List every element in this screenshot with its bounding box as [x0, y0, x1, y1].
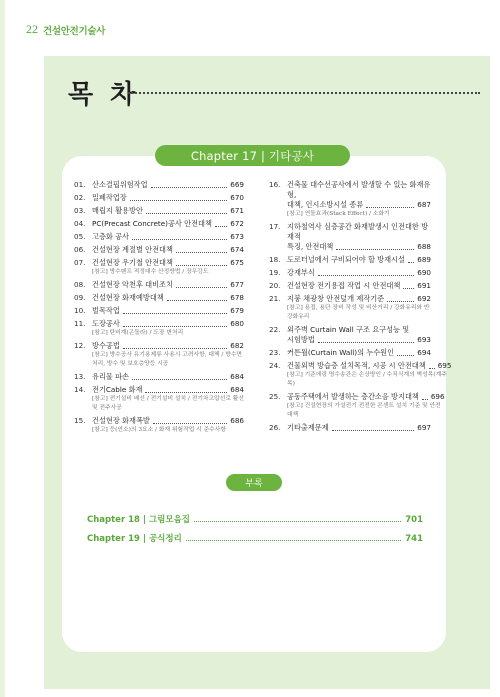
- toc-entry-number: 22.: [269, 325, 281, 334]
- leader-dots: [332, 430, 415, 431]
- toc-entry-title: 커튼월(Curtain Wall)의 누수원인: [287, 348, 395, 357]
- toc-entry-title-line: [287, 423, 431, 433]
- leader-dots: [176, 265, 227, 266]
- toc-entry[interactable]: [74, 416, 244, 435]
- toc-entry-title-line: [287, 392, 445, 402]
- toc-entry-page: 690: [417, 268, 431, 277]
- toc-entry[interactable]: [74, 193, 244, 203]
- toc-entry-page: 694: [417, 348, 431, 357]
- toc-entry-reference-note: [참고] 방수펜프 적정대수 산정방법 / 장우강도: [92, 269, 209, 275]
- appendix-entry-label: Chapter 18 | 그림모음집: [87, 515, 190, 525]
- toc-entry-title-line: [92, 180, 244, 190]
- toc-entry-title: 밀폐작업장: [92, 193, 127, 202]
- toc-entry-body: [287, 348, 431, 358]
- page-number: 22: [26, 22, 38, 36]
- leader-dots: [318, 342, 415, 343]
- toc-entry[interactable]: [269, 361, 452, 389]
- toc-entry-page: 695: [437, 361, 452, 370]
- toc-entry-title: 지붕 채광창 안전덮개 제작기준: [287, 294, 385, 303]
- toc-entry-number: 12.: [74, 341, 86, 350]
- toc-entry-title-line2: 특징, 안전대책: [287, 242, 334, 251]
- toc-entry-title: 방수공법: [92, 341, 120, 350]
- toc-left-column: [74, 180, 244, 438]
- appendix-entry-page: 741: [405, 534, 423, 544]
- toc-entry[interactable]: [74, 258, 244, 277]
- toc-entry-spacer: [269, 433, 431, 436]
- toc-entry-reference-note: [참고] 방수공사 유기용제류 사용시 고려사항, 대책 / 방수면처리, 방수 및 보호층양등 시공: [92, 352, 243, 367]
- toc-entry-number: 17.: [269, 222, 281, 231]
- chapter-17-heading: Chapter 17 | 기타공사: [155, 145, 350, 166]
- toc-entry-page: 692: [417, 294, 431, 303]
- toc-entry-title: 건설현장 계절별 안전대책: [92, 245, 173, 254]
- toc-entry-number: 04.: [74, 219, 86, 228]
- toc-entry[interactable]: [269, 222, 431, 252]
- toc-entry-body: [92, 232, 244, 242]
- toc-entry-title: 기타출제문제: [287, 423, 329, 432]
- toc-entry-title: 산소결핍위험작업: [92, 180, 148, 189]
- leader-dots: [215, 226, 227, 227]
- toc-entry-page: 686: [230, 416, 244, 425]
- toc-entry[interactable]: [74, 319, 244, 338]
- leader-dots: [186, 540, 401, 541]
- toc-entry-body: [287, 268, 431, 278]
- toc-entry-page: 671: [230, 206, 244, 215]
- toc-entry-title: 외주벽 Curtain Wall 구조 요구성능 및: [287, 325, 410, 334]
- toc-entry-number: 01.: [74, 180, 86, 189]
- toc-entry-number: 10.: [74, 306, 86, 315]
- toc-entry[interactable]: [74, 306, 244, 316]
- toc-entry-title-line: [92, 219, 244, 229]
- toc-right-column: [269, 180, 452, 436]
- toc-entry-title: 건설현장 악천후 대비조치: [92, 280, 173, 289]
- leader-dots: [123, 313, 228, 314]
- toc-entry-reference-note: [참고] 용접, 용단 장비 작성 및 비산거리 / 강화유리와 반강화유리: [287, 305, 430, 320]
- toc-entry-body: [287, 325, 431, 345]
- toc-entry-body: [92, 293, 244, 303]
- toc-entry-body: [287, 222, 431, 252]
- toc-entry-page: 675: [230, 258, 244, 267]
- toc-entry-number: 08.: [74, 280, 86, 289]
- toc-entry[interactable]: [74, 385, 244, 413]
- toc-entry-body: [92, 219, 244, 229]
- toc-entry-title-line: [92, 293, 244, 303]
- toc-entry-title-line: [92, 245, 244, 255]
- toc-entry-page: 697: [417, 423, 431, 432]
- toc-entry-body: [92, 180, 244, 190]
- toc-entry[interactable]: [269, 325, 431, 345]
- leader-dots: [336, 249, 414, 250]
- toc-entry-page: 684: [230, 385, 244, 394]
- title-dotted-rule: [128, 92, 480, 94]
- toc-entry-number: 24.: [269, 361, 281, 370]
- toc-entry-body: [92, 258, 244, 277]
- toc-entry-number: 06.: [74, 245, 86, 254]
- toc-entry-body: [92, 416, 244, 435]
- appendix-heading: 부록: [226, 474, 282, 491]
- toc-entry-body: [92, 306, 244, 316]
- toc-entry-body: [287, 255, 431, 265]
- toc-entry-number: 19.: [269, 268, 281, 277]
- toc-entry[interactable]: [269, 180, 431, 219]
- toc-entry-number: 25.: [269, 392, 281, 401]
- toc-entry[interactable]: [269, 281, 431, 291]
- toc-entry-title: 건설현장 화재폭발: [92, 416, 150, 425]
- toc-entry-page: 688: [417, 242, 431, 251]
- toc-entry-title-line: [287, 335, 431, 345]
- toc-entry-title: 벌목작업: [92, 306, 120, 315]
- toc-entry-title: 지하철역사 심층공간 화재발생시 인전대한 방재적: [287, 222, 429, 241]
- leader-dots: [167, 300, 228, 301]
- leader-dots: [145, 392, 227, 393]
- toc-entry-title: 전기Cable 화재: [92, 385, 143, 394]
- leader-dots: [153, 423, 227, 424]
- toc-entry-body: [92, 245, 244, 255]
- toc-entry-title-line: [92, 258, 244, 268]
- toc-entry-title-line: [287, 281, 431, 291]
- leader-dots: [403, 288, 414, 289]
- toc-entry-title: 건설현장 전기용접 작업 시 안전대책: [287, 281, 401, 290]
- toc-entry-number: 11.: [74, 319, 86, 328]
- toc-entry-title-line: [92, 280, 244, 290]
- toc-entry-body: [92, 385, 244, 413]
- toc-entry-page: 677: [230, 280, 244, 289]
- toc-entry-page: 672: [230, 219, 244, 228]
- toc-entry[interactable]: [269, 294, 431, 322]
- toc-entry-title-line: [92, 372, 244, 382]
- toc-entry-title-line: [287, 268, 431, 278]
- toc-entry-title: 건축물 대수선공사에서 발생할 수 있는 화재유형,: [287, 180, 431, 199]
- toc-entry-spacer: [74, 435, 244, 438]
- toc-entry-number: 18.: [269, 255, 281, 264]
- leader-dots: [130, 200, 228, 201]
- toc-entry-title-line: [287, 294, 431, 304]
- toc-entry-title-line: [92, 385, 244, 395]
- toc-entry-title-line: [92, 232, 244, 242]
- toc-entry-number: 16.: [269, 180, 281, 189]
- toc-entry[interactable]: [74, 206, 244, 216]
- leader-dots: [123, 348, 228, 349]
- toc-entry-title-line: [287, 348, 431, 358]
- leader-dots: [397, 355, 414, 356]
- toc-entry[interactable]: [74, 372, 244, 382]
- toc-entry-number: 07.: [74, 258, 86, 267]
- toc-entry-page: 679: [230, 306, 244, 315]
- toc-entry-number: 15.: [74, 416, 86, 425]
- leader-dots: [318, 275, 415, 276]
- toc-entry-title-line: [287, 242, 431, 252]
- toc-entry-page: 689: [417, 255, 431, 264]
- toc-entry-title-line2: 대책, 인시소방시설 종류: [287, 200, 364, 209]
- toc-entry-number: 13.: [74, 372, 86, 381]
- toc-entry-reference-note: [참고] 전기설비 배선 / 전기설비 설치 / 전기차고압선로 활선 및 전주사공: [92, 396, 244, 411]
- toc-entry-number: 26.: [269, 423, 281, 432]
- toc-entry-page: 678: [230, 293, 244, 302]
- toc-entry[interactable]: [74, 180, 244, 190]
- leader-dots: [146, 213, 227, 214]
- leader-dots: [366, 207, 414, 208]
- leader-dots: [194, 521, 401, 522]
- toc-entry-title-line: [92, 306, 244, 316]
- toc-entry-body: [287, 361, 451, 389]
- toc-entry-page: 680: [230, 319, 244, 328]
- toc-entry[interactable]: [74, 245, 244, 255]
- toc-entry-reference-note: [참고] 탄비계(곤돌라) / 도장 변처리: [92, 330, 184, 336]
- toc-entry[interactable]: [269, 423, 431, 433]
- toc-entry-title-line: [92, 416, 244, 426]
- toc-entry[interactable]: [74, 341, 244, 369]
- toc-entry-body: [92, 372, 244, 382]
- toc-entry-reference-note: [참고] 연돌효과(Stack Effect) / 소화기: [287, 211, 390, 217]
- toc-entry-number: 14.: [74, 385, 86, 394]
- toc-entry[interactable]: [269, 392, 445, 420]
- toc-entry-reference-note: [참고] 기준에링 명수송관은 손상방인 / 수직식계의 벽성목(계주목): [287, 372, 447, 387]
- toc-entry-title-line: [92, 319, 244, 329]
- appendix-entry-chapter-19[interactable]: [87, 532, 423, 544]
- toc-entry-title-line2: 시험방법: [287, 335, 315, 344]
- toc-entry-title: 유리물 파손: [92, 372, 130, 381]
- toc-entry-reference-note: [참고] 등(연소)의 3요소 / 화재 위험작업 시 준수사항: [92, 427, 226, 433]
- toc-entry[interactable]: [269, 255, 431, 265]
- toc-entry-title: 건설현장 화재예방대책: [92, 293, 164, 302]
- appendix-entry-label: Chapter 19 | 공식정리: [87, 534, 182, 544]
- toc-entry-body: [287, 294, 431, 322]
- running-header: [26, 22, 105, 37]
- toc-entry-title: 건설현장 우기철 안전대책: [92, 258, 173, 267]
- toc-entry-reference-note: [참고] 건설현장의 가설전기 전전한 콘센트 설치 기준 및 안전대책: [287, 403, 441, 418]
- toc-entry-body: [92, 319, 244, 338]
- toc-entry-title: 건물외벽 방습층 설치목적, 시공 시 안전대책: [287, 361, 426, 370]
- toc-entry-page: 669: [230, 180, 244, 189]
- toc-entry-page: 673: [230, 232, 244, 241]
- toc-title: 목 차: [68, 80, 140, 110]
- toc-entry-page: 691: [417, 281, 431, 290]
- toc-entry-body: [92, 280, 244, 290]
- leader-dots: [176, 287, 227, 288]
- toc-entry-number: 23.: [269, 348, 281, 357]
- toc-entry[interactable]: [74, 280, 244, 290]
- toc-entry-body: [287, 392, 445, 420]
- toc-entry-page: 693: [417, 335, 431, 344]
- leader-dots: [387, 301, 414, 302]
- leader-dots: [123, 326, 228, 327]
- leader-dots: [408, 262, 414, 263]
- toc-entry[interactable]: [74, 232, 244, 242]
- leader-dots: [422, 399, 428, 400]
- toc-entry-body: [92, 341, 244, 369]
- leader-dots: [151, 187, 228, 188]
- toc-entry-title: 공동주택에서 발생하는 층간소음 방지대책: [287, 392, 419, 401]
- toc-entry-title-line: [287, 255, 431, 265]
- toc-entry-body: [287, 180, 431, 219]
- leader-dots: [429, 368, 435, 369]
- toc-entry-body: [287, 423, 431, 433]
- toc-entry[interactable]: [74, 293, 244, 303]
- toc-entry-number: 02.: [74, 193, 86, 202]
- toc-entry[interactable]: [269, 268, 431, 278]
- toc-entry-title-line: [92, 206, 244, 216]
- toc-entry-title: 매립지 활용방안: [92, 206, 143, 215]
- toc-entry-body: [287, 281, 431, 291]
- toc-entry-page: 684: [230, 372, 244, 381]
- toc-entry-number: 03.: [74, 206, 86, 215]
- toc-entry-title: 도로터널에서 구비되어야 할 방재시설: [287, 255, 405, 264]
- toc-entry-number: 21.: [269, 294, 281, 303]
- toc-entry-number: 05.: [74, 232, 86, 241]
- toc-entry-number: 20.: [269, 281, 281, 290]
- toc-entry-page: 670: [230, 193, 244, 202]
- toc-entry-title: 고층화 공사: [92, 232, 130, 241]
- toc-entry-title-line: [287, 200, 431, 210]
- appendix-entry-chapter-18[interactable]: [87, 513, 423, 525]
- leader-dots: [176, 252, 227, 253]
- left-margin-bar: [0, 0, 5, 697]
- book-title: 건설안전기술사: [43, 25, 106, 37]
- toc-entry-title: 강재부식: [287, 268, 315, 277]
- leader-dots: [132, 239, 227, 240]
- toc-entry-page: 682: [230, 341, 244, 350]
- toc-entry-title-line: [287, 361, 451, 371]
- toc-entry-page: 696: [430, 392, 445, 401]
- toc-entry-page: 674: [230, 245, 244, 254]
- toc-entry-body: [92, 193, 244, 203]
- toc-entry-body: [92, 206, 244, 216]
- toc-entry-title-line: [92, 341, 244, 351]
- toc-entry-title-line: [92, 193, 244, 203]
- leader-dots: [132, 379, 227, 380]
- toc-entry-title: 도장공사: [92, 319, 120, 328]
- toc-entry-title: PC(Precast Concrete)공사 안전대책: [92, 219, 212, 228]
- toc-entry[interactable]: [269, 348, 431, 358]
- toc-entry-number: 09.: [74, 293, 86, 302]
- toc-entry-page: 687: [417, 200, 431, 209]
- appendix-entry-page: 701: [405, 515, 423, 525]
- toc-entry[interactable]: [74, 219, 244, 229]
